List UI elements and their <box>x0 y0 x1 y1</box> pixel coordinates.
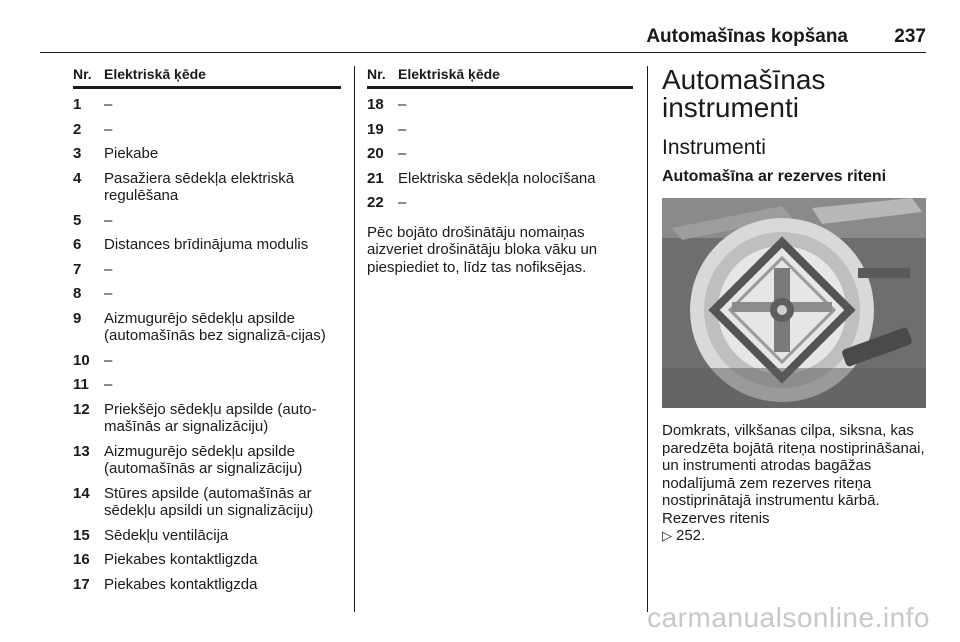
circuit-name: Piekabe <box>104 145 159 162</box>
table-row <box>73 376 341 394</box>
circuit-name: Sēdekļu ventilācija <box>104 526 229 544</box>
fuse-number: 17 <box>73 575 90 593</box>
fuse-number: 16 <box>73 551 90 568</box>
table-row <box>73 212 341 230</box>
fuse-number: 14 <box>73 484 90 502</box>
circuit-name: – <box>398 145 407 162</box>
fuse-table-left <box>73 66 341 600</box>
table-body <box>367 96 633 212</box>
circuit-name: – <box>104 351 113 369</box>
fuse-number: 18 <box>367 96 384 113</box>
circuit-name: Aizmugurējo sēdekļu apsilde (automašīnās bez signalizā-cijas) <box>104 309 326 344</box>
fuse-number: 3 <box>73 145 82 162</box>
circuit-name: Distances brīdinājuma modulis <box>104 236 309 253</box>
circuit-name: Piekabes kontaktligzda <box>104 575 258 593</box>
fuse-number: 7 <box>73 260 82 278</box>
table-row <box>73 310 341 345</box>
page-reference-arrow-icon: ▷ <box>662 528 672 543</box>
table-body <box>73 96 341 593</box>
table-row <box>73 261 341 279</box>
circuit-name: – <box>398 120 407 138</box>
table-row <box>367 145 633 163</box>
spare-wheel-tool-photo <box>662 198 926 408</box>
column-divider <box>354 66 355 612</box>
fuse-number: 1 <box>73 96 82 113</box>
fuse-number: 11 <box>73 376 89 393</box>
col-header-circuit: Elektriskā ķēde <box>104 66 206 82</box>
circuit-name: – <box>104 376 113 393</box>
circuit-name: Aizmugurējo sēdekļu apsilde (automašīnās ar signalizāciju) <box>104 442 303 477</box>
fuse-number: 22 <box>367 194 384 211</box>
tools-caption <box>662 422 926 545</box>
caption-text: Domkrats, vilkšanas cilpa, siksna, kas paredzēta bojātā riteņa nostiprināšanai, un instrumenti atrodas bagāžas nodalījumā zem rezerves riteņa nostiprinātajā instrumentu kārbā. Rezerves ritenis <box>662 422 925 527</box>
table-row <box>73 401 341 436</box>
sub-subsection-heading: Automašīna ar rezerves riteni <box>662 168 887 185</box>
circuit-name: Piekabes kontaktligzda <box>104 551 258 568</box>
table-row <box>73 236 341 254</box>
circuit-name: – <box>398 194 407 211</box>
circuit-name: – <box>398 96 407 113</box>
table-row <box>73 170 341 205</box>
table-row <box>73 443 341 478</box>
fuse-number: 10 <box>73 351 90 369</box>
table-row <box>73 527 341 545</box>
fuse-number: 19 <box>367 120 384 138</box>
table-row <box>367 96 633 114</box>
table-row <box>367 121 633 139</box>
column-divider <box>647 66 648 612</box>
fuse-number: 20 <box>367 145 384 162</box>
table-row <box>73 551 341 569</box>
header-title: Automašīnas kopšana <box>646 26 848 47</box>
table-row <box>73 352 341 370</box>
fuse-number: 2 <box>73 120 82 138</box>
fuse-number: 6 <box>73 236 82 253</box>
page-reference[interactable]: 252. <box>676 527 706 544</box>
page-header <box>40 24 926 53</box>
circuit-name: – <box>104 211 113 229</box>
table-row <box>73 485 341 520</box>
circuit-name: – <box>104 96 113 113</box>
table-row <box>73 576 341 594</box>
table-row <box>73 285 341 303</box>
circuit-name: Priekšējo sēdekļu apsilde (auto-mašīnās ar signalizāciju) <box>104 400 317 435</box>
fuse-number: 13 <box>73 442 90 460</box>
fuse-number: 4 <box>73 169 82 187</box>
fuse-cover-note: Pēc bojāto drošinātāju nomaiņas aizveriet drošinātāju bloka vāku un piespiediet to, līdz tas nofiksējas. <box>367 223 598 276</box>
table-row <box>367 194 633 212</box>
tools-section <box>662 66 926 545</box>
fuse-number: 5 <box>73 211 82 229</box>
table-row <box>367 170 633 188</box>
circuit-name: – <box>104 260 113 278</box>
subsection-heading: Instrumenti <box>662 136 766 159</box>
fuse-number: 15 <box>73 526 90 544</box>
page-number: 237 <box>894 26 926 47</box>
fuse-number: 12 <box>73 400 90 418</box>
fuse-number: 21 <box>367 169 384 187</box>
circuit-name: – <box>104 120 113 138</box>
table-row <box>73 96 341 114</box>
table-header <box>73 66 341 89</box>
section-heading: Automašīnas instrumenti <box>662 64 826 123</box>
table-header <box>367 66 633 89</box>
fuse-table-right <box>367 66 633 276</box>
table-row <box>73 121 341 139</box>
table-row <box>73 145 341 163</box>
col-header-nr: Nr. <box>367 66 386 82</box>
col-header-circuit: Elektriskā ķēde <box>398 66 500 82</box>
fuse-number: 9 <box>73 309 82 327</box>
fuse-number: 8 <box>73 285 82 302</box>
circuit-name: Stūres apsilde (automašīnās ar sēdekļu apsildi un signalizāciju) <box>104 484 314 519</box>
circuit-name: Elektriska sēdekļa nolocīšana <box>398 169 596 187</box>
circuit-name: – <box>104 285 113 302</box>
circuit-name: Pasažiera sēdekļa elektriskā regulēšana <box>104 169 295 204</box>
col-header-nr: Nr. <box>73 66 92 82</box>
watermark: carmanualsonline.info <box>647 602 930 633</box>
